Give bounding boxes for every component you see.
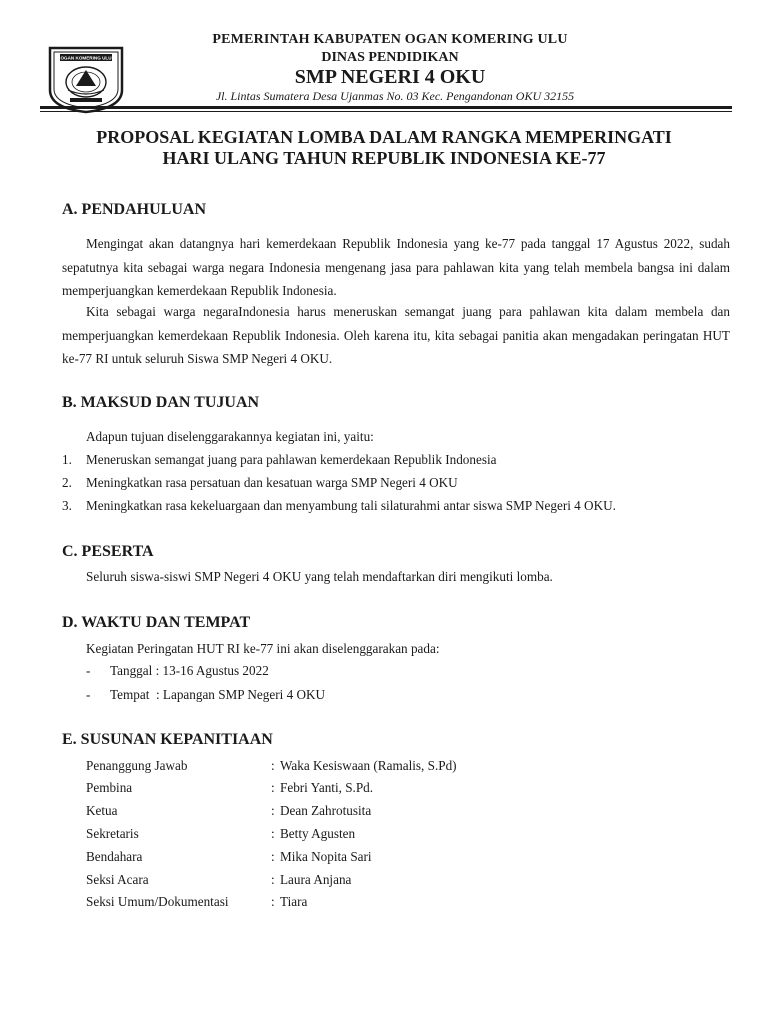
proposal-title-line1: PROPOSAL KEGIATAN LOMBA DALAM RANGKA MEMPERINGATI xyxy=(96,127,672,147)
committee-role: Seksi Umum/Dokumentasi xyxy=(86,894,229,909)
waktu-item-tanggal: Tanggal : 13-16 Agustus 2022 xyxy=(110,663,269,678)
proposal-title-line2: HARI ULANG TAHUN REPUBLIK INDONESIA KE-77 xyxy=(162,148,606,168)
committee-name: Febri Yanti, S.Pd. xyxy=(280,780,374,795)
peserta-text: Seluruh siswa-siswi SMP Negeri 4 OKU yang telah mendaftarkan diri mengikuti lomba. xyxy=(86,569,553,584)
committee-name: Tiara xyxy=(280,894,308,909)
committee-name: Mika Nopita Sari xyxy=(280,849,372,864)
committee-colon: : xyxy=(271,758,275,773)
committee-name: Dean Zahrotusita xyxy=(280,803,372,818)
committee-name: Betty Agusten xyxy=(280,826,356,841)
tujuan-item-number: 2. xyxy=(62,475,72,490)
letterhead xyxy=(0,0,768,110)
committee-role: Seksi Acara xyxy=(86,872,149,887)
committee-role: Penanggung Jawab xyxy=(86,758,188,773)
tujuan-item-text: Meningkatkan rasa kekeluargaan dan menyambung tali silaturahmi antar siswa SMP Negeri 4 OKU. xyxy=(86,498,616,513)
section-heading-peserta: C. PESERTA xyxy=(62,543,154,560)
waktu-item-tempat: Tempat : Lapangan SMP Negeri 4 OKU xyxy=(110,687,326,702)
letterhead-school-name: SMP NEGERI 4 OKU xyxy=(294,66,486,88)
committee-colon: : xyxy=(271,826,275,841)
section-heading-susunan-kepanitiaan: E. SUSUNAN KEPANITIAAN xyxy=(62,731,273,748)
section-heading-pendahuluan: A. PENDAHULUAN xyxy=(62,201,206,218)
committee-name: Waka Kesiswaan (Ramalis, S.Pd) xyxy=(280,758,457,773)
emblem-banner-text: OGAN KOMERING ULU xyxy=(60,55,112,61)
committee-colon: : xyxy=(271,894,275,909)
committee-colon: : xyxy=(271,849,275,864)
committee-colon: : xyxy=(271,872,275,887)
committee-name: Laura Anjana xyxy=(280,872,352,887)
tujuan-item-number: 3. xyxy=(62,498,72,513)
school-emblem-icon xyxy=(46,40,126,114)
waktu-intro: Kegiatan Peringatan HUT RI ke-77 ini akan diselenggarakan pada: xyxy=(86,641,440,656)
pendahuluan-paragraph-1: Mengingat akan datangnya hari kemerdekaan Republik Indonesia yang ke-77 pada tanggal 17 Agustus 2022, sudah sepatutnya kita sebagai warga negara Indonesia mengenang jasa para pahlawan kita yang telah membela bangsa ini dalam memperjuangkan kemerdekaan Republik Indonesia. xyxy=(62,236,730,299)
tujuan-item-text: Meneruskan semangat juang para pahlawan kemerdekaan Republik Indonesia xyxy=(86,452,497,467)
committee-role: Sekretaris xyxy=(86,826,139,841)
tujuan-item-number: 1. xyxy=(62,452,72,467)
letterhead-government: PEMERINTAH KABUPATEN OGAN KOMERING ULU xyxy=(212,32,568,47)
committee-role: Pembina xyxy=(86,780,133,795)
committee-colon: : xyxy=(271,780,275,795)
letterhead-department: DINAS PENDIDIKAN xyxy=(321,50,459,65)
section-heading-waktu-tempat: D. WAKTU DAN TEMPAT xyxy=(62,614,251,631)
waktu-item-dash: - xyxy=(86,687,91,702)
waktu-item-dash: - xyxy=(86,663,91,678)
section-heading-maksud-tujuan: B. MAKSUD DAN TUJUAN xyxy=(62,394,260,411)
letterhead-divider-thick xyxy=(40,106,732,109)
letterhead-divider-thin xyxy=(40,111,732,112)
pendahuluan-paragraph-2: Kita sebagai warga negaraIndonesia harus meneruskan semangat juang para pahlawan kita dalam membela dan memperjuangkan kemerdekaan Republik Indonesia. Oleh karena itu, kita sebagai panitia akan mengadakan peringatan HUT ke-77 RI untuk seluruh Siswa SMP Negeri 4 OKU. xyxy=(62,304,730,367)
tujuan-intro: Adapun tujuan diselenggarakannya kegiatan ini, yaitu: xyxy=(86,429,374,444)
committee-colon: : xyxy=(271,803,275,818)
letterhead-address: Jl. Lintas Sumatera Desa Ujanmas No. 03 Kec. Pengandonan OKU 32155 xyxy=(215,89,575,103)
tujuan-item-text: Meningkatkan rasa persatuan dan kesatuan warga SMP Negeri 4 OKU xyxy=(86,475,458,490)
committee-role: Bendahara xyxy=(86,849,143,864)
committee-role: Ketua xyxy=(86,803,118,818)
